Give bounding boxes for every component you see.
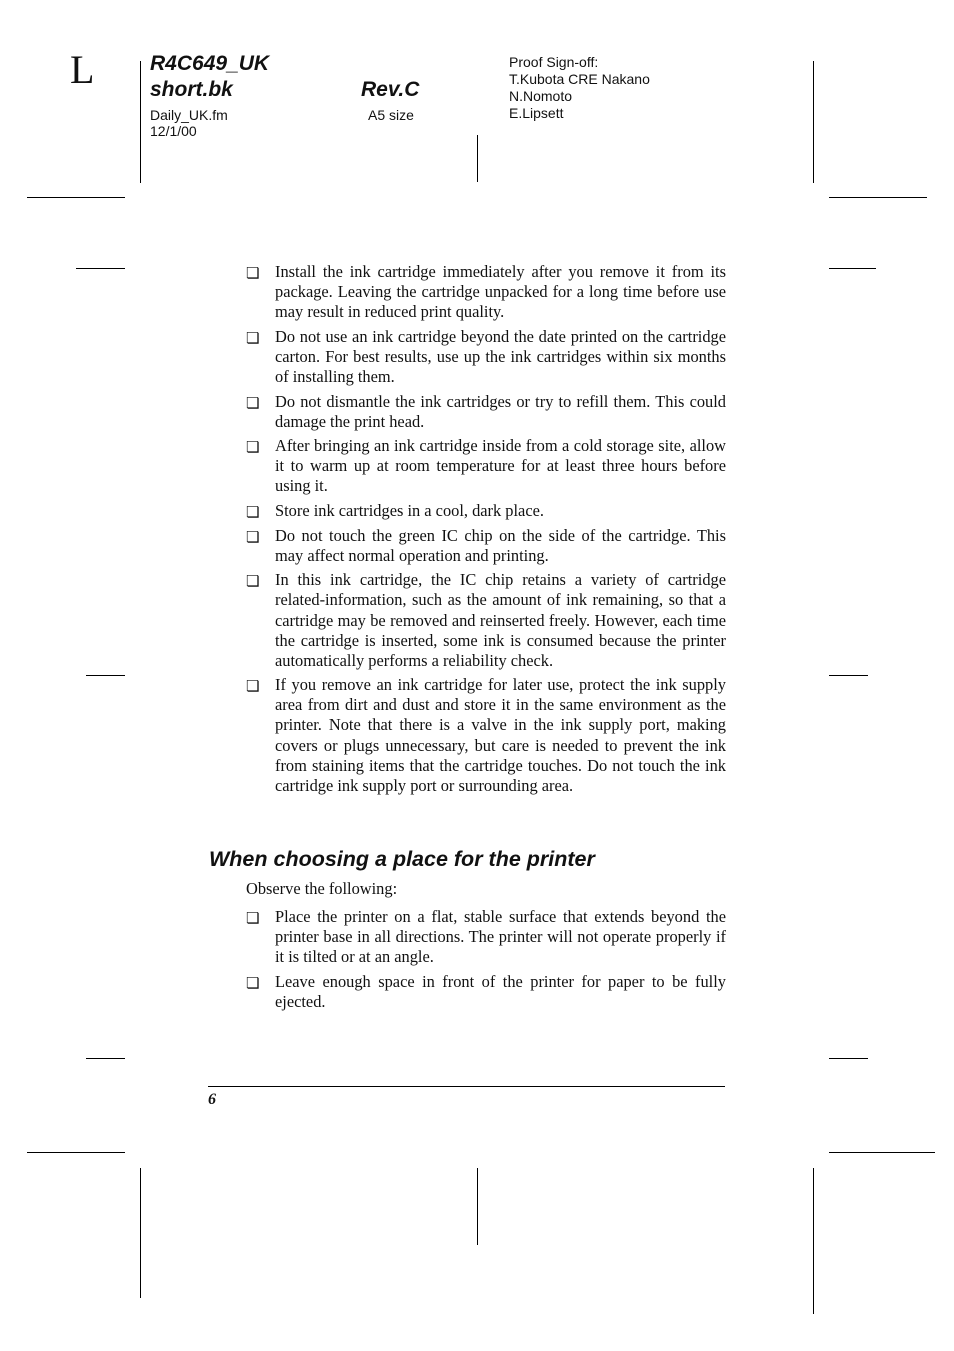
crop-mark-bottom-right-vertical — [813, 1168, 814, 1314]
list-item — [246, 570, 726, 670]
footer-rule — [208, 1086, 725, 1087]
ink-cartridge-list-section — [246, 262, 726, 800]
revision-label: Rev.C — [361, 78, 420, 101]
list-item — [246, 436, 726, 496]
list-item — [246, 501, 726, 521]
proof-name: T.Kubota CRE Nakano — [509, 71, 650, 87]
margin-mark-right-1 — [829, 268, 876, 269]
crop-mark-top-left-vertical — [140, 61, 141, 183]
list-item-text: Place the printer on a flat, stable surface that extends beyond the printer base in all directions. The printer will not operate properly if it is tilted or at an angle. — [275, 907, 726, 967]
list-item — [246, 327, 726, 387]
crop-mark-bottom-right-horizontal — [829, 1152, 935, 1153]
crop-mark-top-right-vertical — [813, 61, 814, 183]
checkbox-bullet-icon: ❏ — [246, 503, 260, 522]
list-item-text: In this ink cartridge, the IC chip retains a variety of cartridge related-information, such as the amount of ink remaining, so that a cartridge may be removed and reinserted freely. However, each time the cartridge is inserted, some ink is consumed because the printer automatically performs a reliability check. — [275, 570, 726, 670]
list-item-text: Do not dismantle the ink cartridges or try to refill them. This could damage the print head. — [275, 391, 726, 431]
crop-mark-bottom-left-horizontal — [27, 1152, 125, 1153]
checkbox-bullet-icon: ❏ — [246, 328, 260, 347]
ink-cartridge-list — [246, 262, 726, 796]
margin-mark-left-1 — [76, 268, 125, 269]
section-heading: When choosing a place for the printer — [209, 847, 595, 871]
document-title-line1: R4C649_UK — [150, 52, 270, 75]
list-item — [246, 262, 726, 322]
page-number: 6 — [208, 1091, 216, 1108]
list-item — [246, 392, 726, 432]
crop-mark-top-center-vertical — [477, 135, 478, 182]
checkbox-bullet-icon: ❏ — [246, 677, 260, 696]
crop-mark-top-right-horizontal — [829, 197, 927, 198]
checkbox-bullet-icon: ❏ — [246, 264, 260, 282]
margin-mark-left-2 — [86, 675, 125, 676]
list-item — [246, 526, 726, 566]
corner-letter: L — [70, 47, 95, 92]
proof-name: E.Lipsett — [509, 105, 564, 121]
checkbox-bullet-icon: ❏ — [246, 438, 260, 457]
proof-name: N.Nomoto — [509, 88, 573, 104]
margin-mark-right-2 — [829, 675, 868, 676]
list-item-text: Install the ink cartridge immediately after you remove it from its package. Leaving the cartridge unpacked for a long time before use may result in reduced print quality. — [275, 262, 726, 322]
paper-size: A5 size — [368, 107, 414, 123]
crop-mark-bottom-center-vertical — [477, 1168, 478, 1245]
section-intro: Observe the following: — [246, 879, 398, 898]
filename: Daily_UK.fm — [150, 107, 228, 123]
printer-placement-list — [246, 907, 726, 1012]
checkbox-bullet-icon: ❏ — [246, 973, 260, 992]
crop-mark-bottom-left-vertical — [140, 1168, 141, 1298]
list-item — [246, 972, 726, 1012]
crop-mark-top-left-horizontal — [27, 197, 125, 198]
printer-placement-list-section — [246, 907, 726, 1016]
list-item-text: Leave enough space in front of the printer for paper to be fully ejected. — [275, 971, 726, 1011]
document-title-line2: short.bk — [150, 78, 233, 101]
checkbox-bullet-icon: ❏ — [246, 393, 260, 412]
checkbox-bullet-icon: ❏ — [246, 909, 260, 927]
list-item-text: Do not use an ink cartridge beyond the date printed on the cartridge carton. For best results, use up the ink cartridges within six months of installing them. — [275, 326, 726, 386]
list-item-text: Do not touch the green IC chip on the side of the cartridge. This may affect normal operation and printing. — [275, 525, 726, 565]
list-item-text: Store ink cartridges in a cool, dark place. — [275, 501, 544, 521]
list-item — [246, 907, 726, 967]
margin-mark-left-3 — [86, 1058, 125, 1059]
checkbox-bullet-icon: ❏ — [246, 572, 260, 591]
document-date: 12/1/00 — [150, 123, 197, 139]
checkbox-bullet-icon: ❏ — [246, 527, 260, 546]
margin-mark-right-3 — [829, 1058, 868, 1059]
list-item — [246, 675, 726, 796]
list-item-text: If you remove an ink cartridge for later use, protect the ink supply area from dirt and dust and store it in the same environment as the printer. Note that there is a valve in the ink supply port, making covers or plugs unnecessary, but care is needed to prevent the ink from staining items that the cartridge touches. Do not touch the ink cartridge ink supply port or surrounding area. — [275, 675, 726, 795]
list-item-text: After bringing an ink cartridge inside from a cold storage site, allow it to warm up at room temperature for at least three hours before using it. — [275, 436, 726, 496]
proof-signoff-label: Proof Sign-off: — [509, 54, 599, 70]
